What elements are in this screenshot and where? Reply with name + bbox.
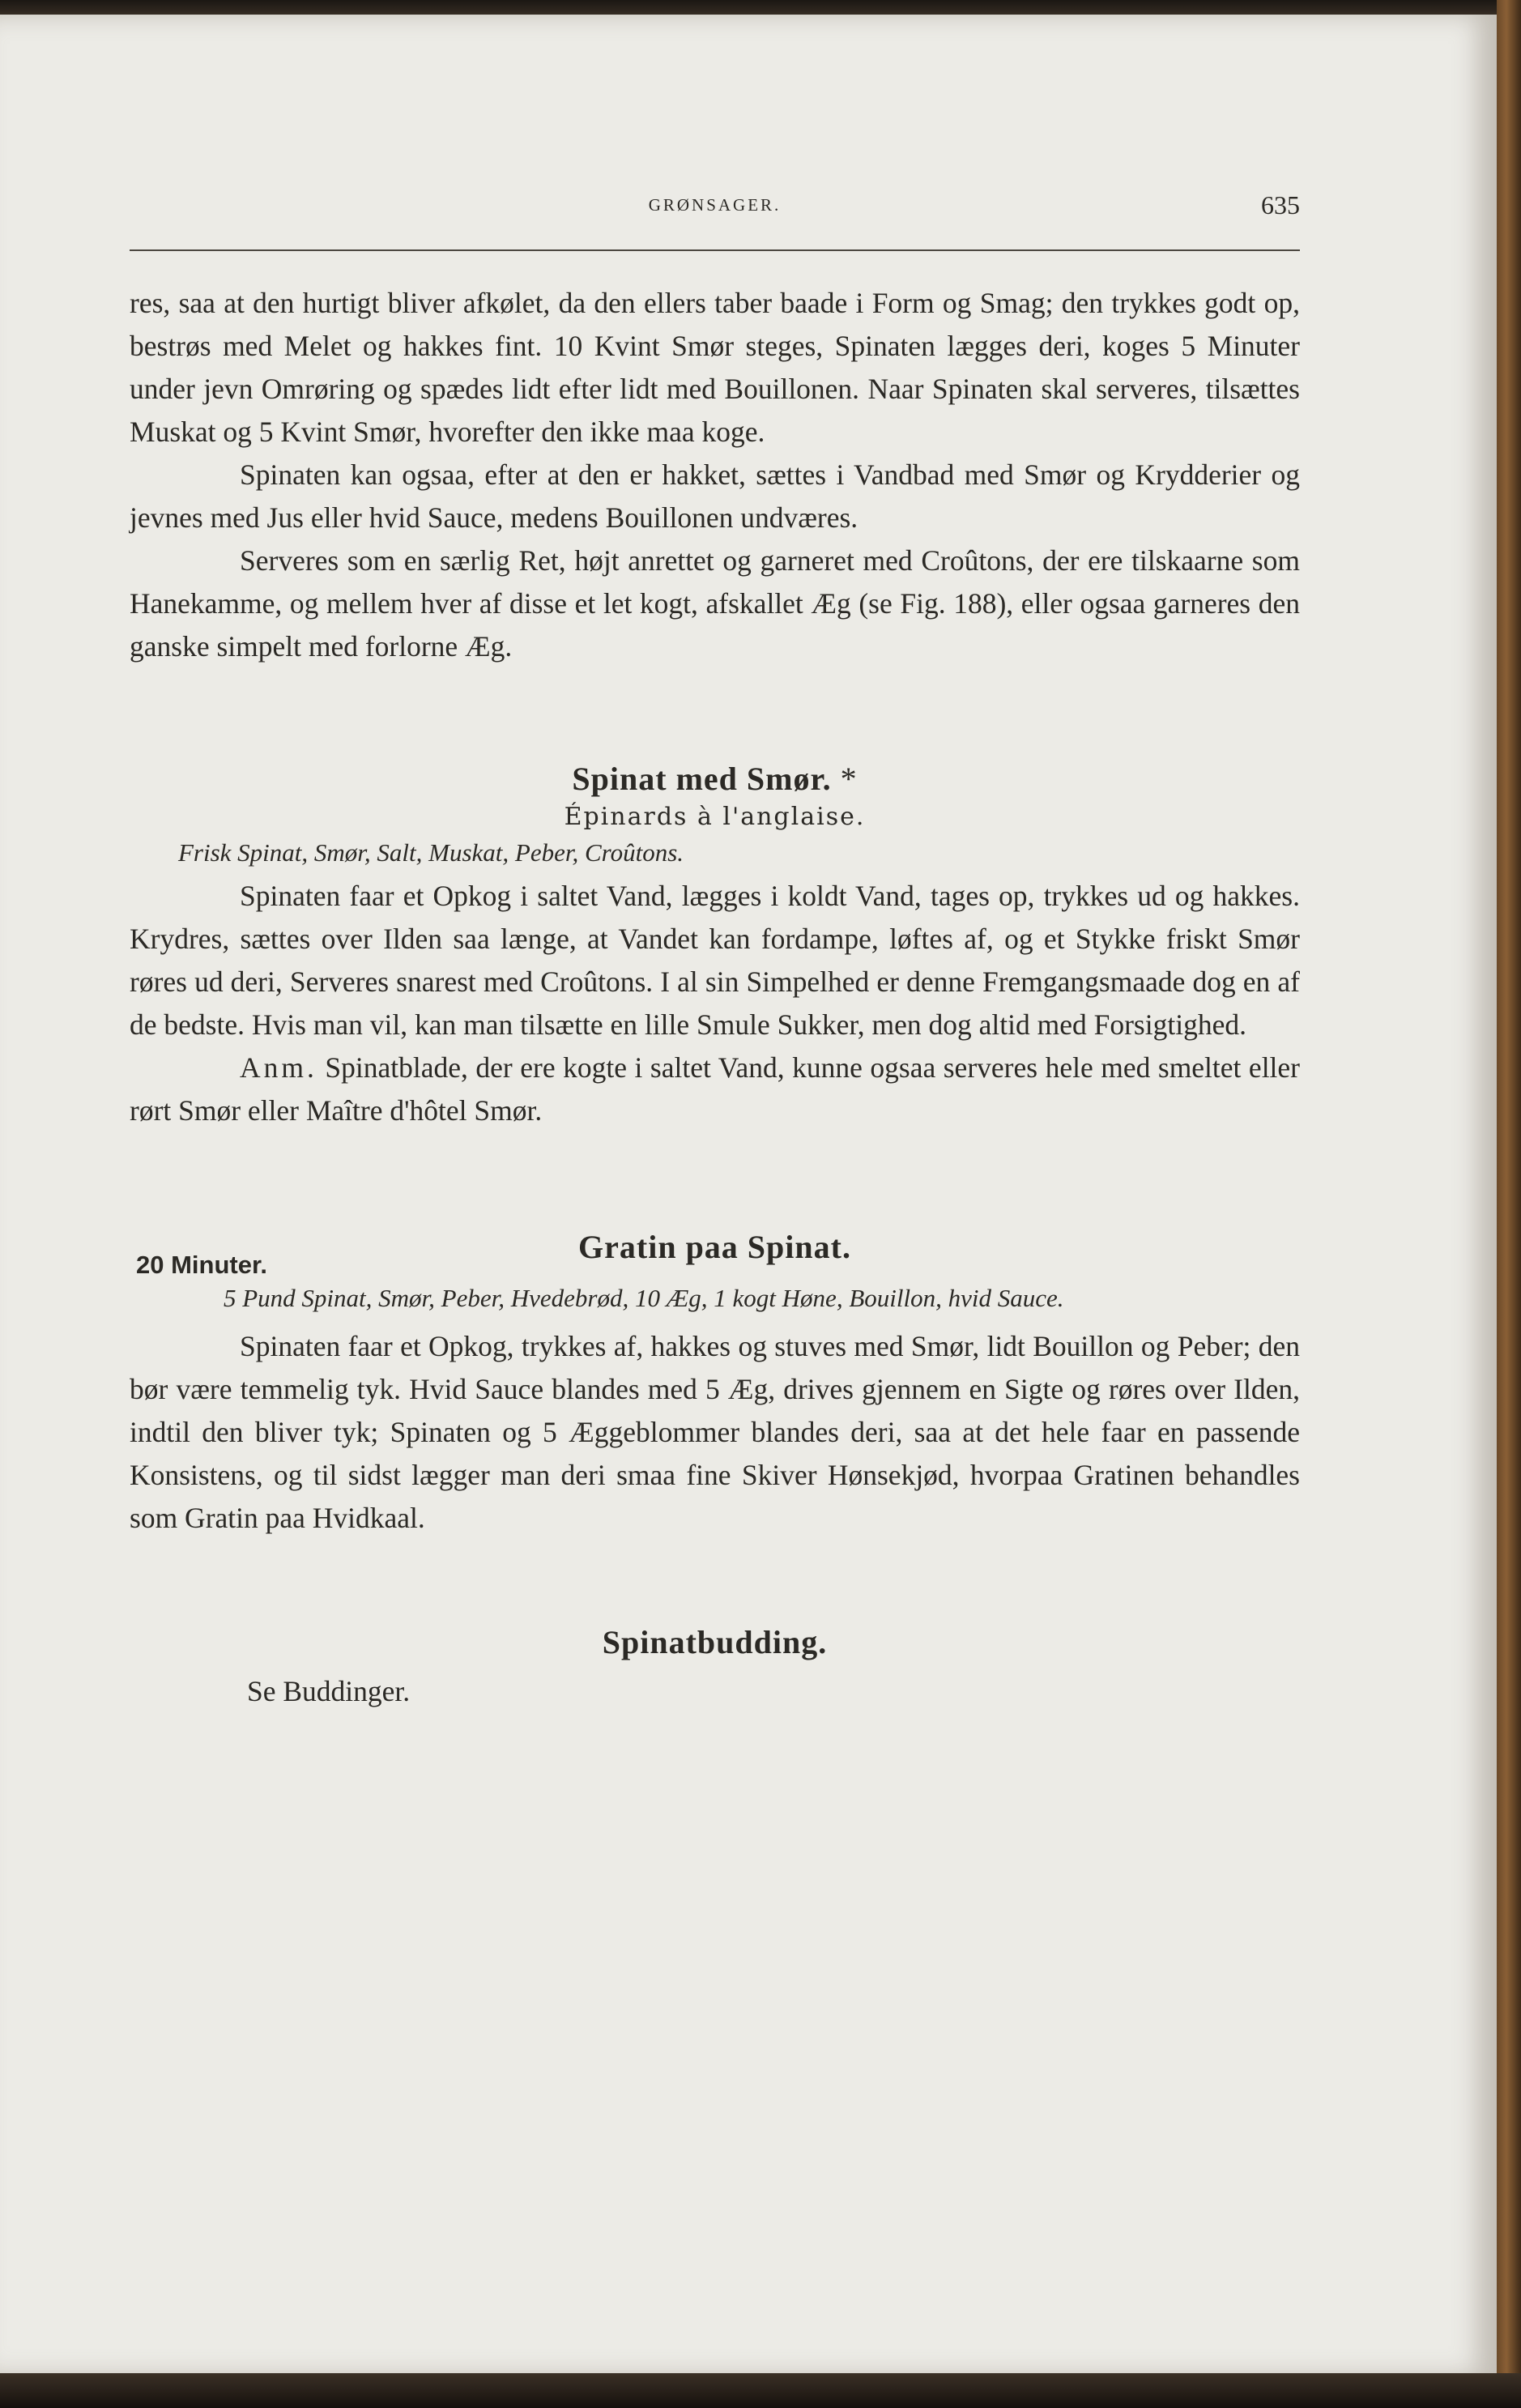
recipe-gratin-header [130, 1225, 1300, 1279]
header-rule [130, 249, 1300, 251]
page-body [130, 282, 1300, 1713]
note-label: Anm. [240, 1051, 317, 1084]
recipe-ingredients: 5 Pund Spinat, Smør, Peber, Hvedebrød, 10 Æg, 1 kogt Høne, Bouillon, hvid Sauce. [224, 1284, 1064, 1312]
recipe-reference: Se Buddinger. [247, 1675, 411, 1707]
recipe-ingredients: Frisk Spinat, Smør, Salt, Muskat, Peber, Croûtons. [178, 838, 684, 867]
recipe-french-title: Épinards à l'anglaise. [564, 803, 866, 831]
recipe-title-spinatbudding: Spinatbudding. [602, 1624, 828, 1660]
intro-paragraph-1: res, saa at den hurtigt bliver afkølet, da den ellers taber baade i Form og Smag; den trykkes godt op, bestrøs med Melet og hakkes fint. 10 Kvint Smør steges, Spinaten lægges deri, koges 5 Minuter under jevn Omrøring og spædes lidt efter lidt med Bouillonen. Naar Spinaten skal serveres, tilsættes Muskat og 5 Kvint Smør, hvorefter den ikke maa koge. [130, 287, 1300, 448]
recipe-title-gratin: Gratin paa Spinat. [578, 1229, 851, 1265]
running-header [130, 181, 1300, 221]
cooking-time: 20 Minuter. [136, 1251, 267, 1279]
recipe-mark: * [840, 761, 858, 797]
recipe-text: Spinaten faar et Opkog, trykkes af, hakkes og stuves med Smør, lidt Bouillon og Peber; den bør være temmelig tyk. Hvid Sauce blandes med 5 Æg, drives gjennem en Sigte og røres over Ilden, indtil den bliver tyk; Spinaten og 5 Æggeblommer blandes deri, saa at det hele faar en passende Konsistens, og til sidst lægger man deri smaa fine Skiver Hønsekjød, hvorpaa Gratinen behandles som Gratin paa Hvidkaal. [130, 1330, 1300, 1534]
page-number: 635 [1261, 190, 1300, 219]
recipe-title-text: Spinat med Smør. [572, 761, 832, 797]
recipe-text: Spinaten faar et Opkog i saltet Vand, lægges i koldt Vand, tages op, trykkes ud og hakkes. Krydres, sættes over Ilden saa længe, at Vandet kan fordampe, løftes af, og et Stykke friskt Smør røres ud deri, Serveres snarest med Croûtons. I al sin Simpelhed er denne Fremgangsmaade dog en af de bedste. Hvis man vil, kan man tilsætte en lille Smule Sukker, men dog altid med Forsigtighed. [130, 880, 1300, 1041]
book-spine-edge [1497, 0, 1521, 2408]
recipe-title-spinat-med-smor [130, 757, 1300, 800]
intro-paragraph-2: Spinaten kan ogsaa, efter at den er hakket, sættes i Vandbad med Smør og Krydderier og jevnes med Jus eller hvid Sauce, medens Bouillonen undværes. [130, 458, 1300, 534]
note-text: Spinatblade, der ere kogte i saltet Vand, kunne ogsaa serveres hele med smeltet eller rørt Smør eller Maître d'hôtel Smør. [130, 1051, 1300, 1127]
running-title: GRØNSAGER. [648, 195, 782, 215]
intro-paragraph-3: Serveres som en særlig Ret, højt anrettet og garneret med Croûtons, der ere tilskaarne som Hanekamme, og mellem hver af disse et let kogt, afskallet Æg (se Fig. 188), eller ogsaa garneres den ganske simpelt med forlorne Æg. [130, 544, 1300, 663]
recipe-note [130, 1046, 1300, 1132]
scan-bottom-edge [0, 2373, 1521, 2408]
book-page [0, 15, 1497, 2376]
